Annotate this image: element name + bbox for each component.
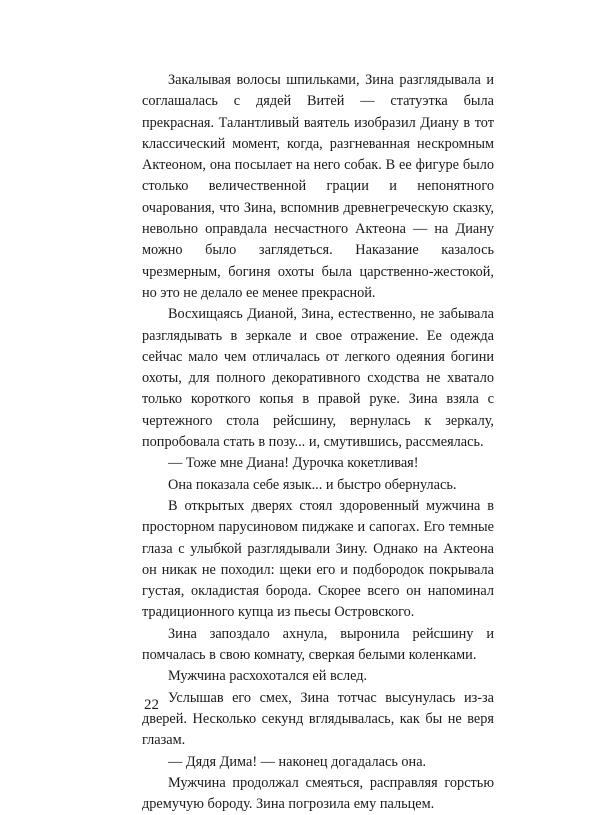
paragraph: Она показала себе язык... и быстро обернулась. <box>168 476 457 493</box>
paragraph: Услышав его смех, Зина тотчас высунулась из-за дверей. Несколько секунд вглядывалась, как бы не веря глазам. <box>142 689 494 749</box>
paragraph: Мужчина расхохотался ей вслед. <box>168 668 368 685</box>
paragraph: — Тоже мне Диана! Дурочка кокетливая! <box>168 455 419 472</box>
paragraph: — Дядя Дима! — наконец догадалась она. <box>168 753 427 770</box>
paragraph: Зина запоздало ахнула, выронила рейсшину и помчалась в свою комнату, сверкая белыми коленками. <box>142 625 494 664</box>
page-number: 22 <box>144 697 159 713</box>
paragraph: Восхищаясь Дианой, Зина, естественно, не забывала разглядывать в зеркале и свое отражение. Ее одежда сейчас мало чем отличалась от легкого одеяния богини охоты, для полного декоративного сходства не хватало только короткого копья в правой руке. Зина взяла с чертежного стола рейсшину, вернулась к зеркалу, попробовала стать в позу... и, смутившись, рассмеялась. <box>142 306 494 451</box>
paragraph: Мужчина продолжал смеяться, расправляя горстью дремучую бороду. Зина погрозила ему пальцем. <box>142 774 494 813</box>
body-text <box>142 70 494 815</box>
paragraph: Закалывая волосы шпильками, Зина разглядывала и соглашалась с дядей Витей — статуэтка была прекрасная. Талантливый ваятель изобразил Диану в тот классический момент, когда, разгневанная нескромным Актеоном, она посылает на него собак. В ее фигуре было столько величественной грации и непонятного очарования, что Зина, вспомнив древнегреческую сказку, невольно оправдала несчастного Актеона — на Диану можно было заглядеться. Наказание казалось чрезмерным, богиня охоты была царственно-жестокой, но это не делало ее менее прекрасной. <box>142 72 494 301</box>
paragraph: В открытых дверях стоял здоровенный мужчина в просторном парусиновом пиджаке и сапогах. Его темные глаза с улыбкой разглядывали Зину. Однако на Актеона он никак не походил: щеки его и подбородок покрывала густая, окладистая борода. Скорее всего он напоминал традиционного купца из пьесы Островского. <box>142 497 494 621</box>
